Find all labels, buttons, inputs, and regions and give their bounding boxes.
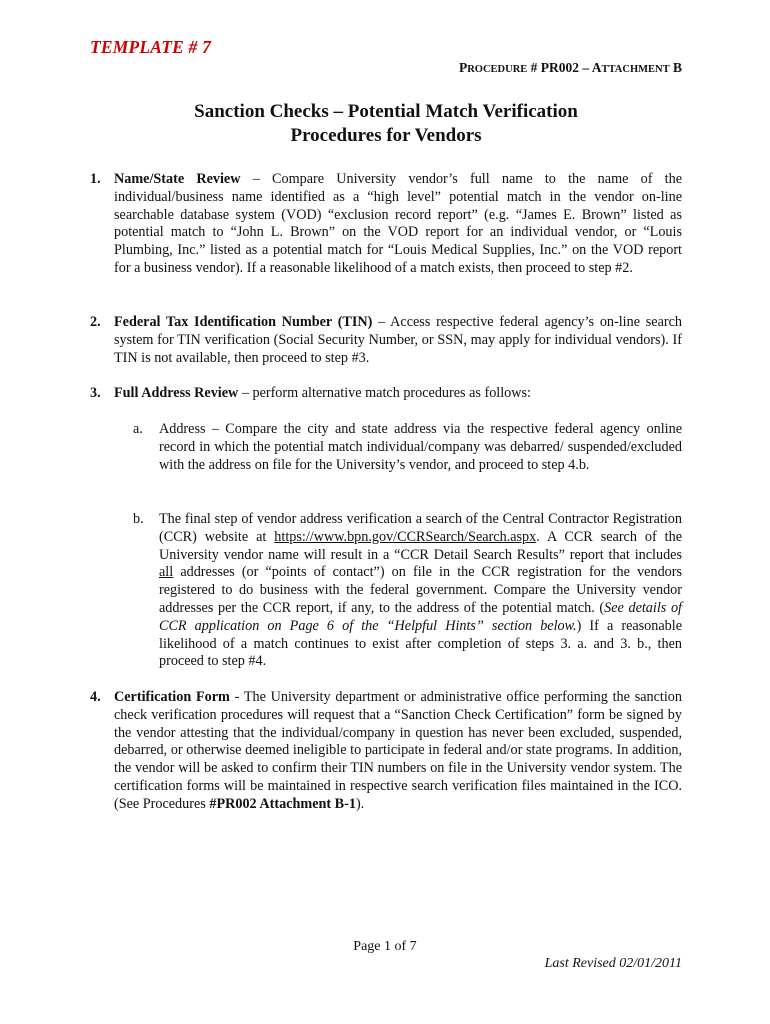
item-number: 3. — [90, 385, 101, 401]
sub-item-letter: a. — [133, 421, 143, 437]
item-text: – perform alternative match procedures as follows: — [238, 385, 531, 401]
sub-item-text-2: . A CCR search of the University vendor name will result in a “CCR Detail Search Results” report that includes — [159, 528, 683, 563]
item-text-end: ). — [355, 795, 365, 812]
item-heading: Certification Form — [114, 689, 230, 705]
list-item-4 — [90, 689, 682, 814]
sub-item-a — [133, 421, 682, 474]
item-number: 1. — [90, 171, 101, 187]
item-body — [114, 689, 682, 814]
item-body — [114, 314, 682, 367]
item-heading: Name/State Review — [114, 171, 241, 187]
attachment-id: B — [669, 60, 682, 75]
attachment-word-initial: A — [591, 60, 602, 75]
item-number: 4. — [90, 689, 101, 705]
sub-item-text-1: The final step of vendor address verification a search of the Central Contractor Registration (CCR) website at — [159, 511, 682, 545]
attachment-word-rest: TTACHMENT — [601, 64, 670, 75]
sub-item-letter: b. — [133, 511, 144, 527]
sub-item-text-3: addresses (or “points of contact”) on file in the CCR registration for the vendors registered to do business with the federal government. Compare the University vendor addresses per the CCR report, if any, to the address of the potential match. ( — [159, 564, 682, 616]
procedure-word-initial: P — [458, 60, 468, 75]
helpful-hints-note: See details of CCR application on Page 6 of the “Helpful Hints” section below. — [159, 599, 682, 634]
last-revised: Last Revised 02/01/2011 — [544, 956, 682, 971]
page-number: Page 1 of 7 — [353, 939, 417, 954]
item-body — [114, 385, 682, 403]
sub-item-text: Address – Compare the city and state address via the respective federal agency online record in which the potential match individual/company was debarred/ suspended/excluded with the address on file for the University’s vendor, and proceed to step 4.b. — [159, 421, 682, 473]
title-line-1: Sanction Checks – Potential Match Verification — [194, 101, 578, 122]
item-number: 2. — [90, 314, 101, 330]
item-text: - The University department or administrative office performing the sanction check verification procedures will request that a “Sanction Check Certification” form be signed by the vendor attesting that the individual/company in question has never been excluded, suspended, debarred, or otherwise deemed ineligible to participate in federal and/or state programs. In addition, the vendor will be asked to confirm their TIN numbers on file in the University vendor system. The certification forms will be maintained in respective search verification files maintained in the ICO. (See Procedures — [114, 689, 682, 812]
item-text: – Access respective federal agency’s on-line search system for TIN verification (Social Security Number, or SSN, may apply for individual vendors). If TIN is not available, then proceed to step #3. — [114, 314, 682, 366]
sub-item-text-4: ) If a reasonable likelihood of a match continues to exist after completion of steps 3. a. and 3. b., then proceed to step #4. — [159, 617, 682, 670]
template-label: TEMPLATE # 7 — [90, 37, 212, 57]
procedure-word-rest: ROCEDURE — [467, 64, 528, 75]
underlined-word: all — [159, 564, 174, 581]
list-item-2 — [90, 314, 682, 367]
procedure-reference — [400, 60, 682, 76]
ccr-search-link[interactable]: https://www.bpn.gov/CCRSearch/Search.aspx — [274, 528, 537, 545]
procedure-id: # PR002 – — [530, 60, 592, 75]
item-heading: Full Address Review — [114, 385, 239, 401]
sub-item-b — [133, 511, 682, 671]
item-heading: Federal Tax Identification Number (TIN) — [114, 314, 373, 330]
item-body — [114, 171, 682, 278]
sub-item-body — [159, 511, 682, 671]
list-item-1 — [90, 171, 682, 278]
title-line-2: Procedures for Vendors — [290, 125, 482, 146]
page-title — [90, 100, 682, 148]
attachment-reference: #PR002 Attachment B-1 — [209, 795, 356, 812]
list-item-3 — [90, 385, 682, 403]
item-text: – Compare University vendor’s full name to the name of the individual/business name identified as a “high level” potential match in the vendor on-line searchable database system (VOD) “exclusion record report” (e.g. “James E. Brown” listed as potential match to “John L. Brown” on the VOD report for an individual vendor, or “Louis Plumbing, Inc.” listed as a potential match for “Louis Medical Supplies, Inc.” on the VOD report for a business vendor). If a reasonable likelihood of a match exists, then proceed to step #2. — [114, 171, 682, 276]
